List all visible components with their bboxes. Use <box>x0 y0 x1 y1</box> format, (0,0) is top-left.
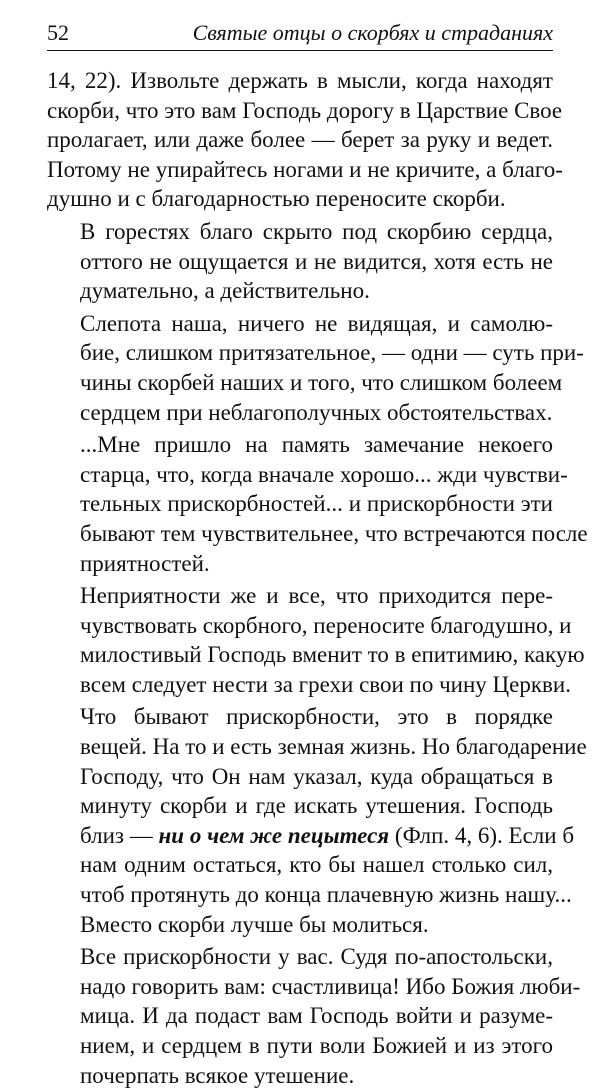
text-line: 14, 22). Извольте держать в мысли, когда находят <box>47 68 553 93</box>
text-line: бие, слишком притязательное, — одни — суть при- <box>80 340 584 366</box>
text-line: Потому не упирайтесь ногами и не кричите, а благо- <box>47 156 563 182</box>
text-line: Вместо скорби лучше бы молиться. <box>80 911 429 937</box>
text-line: Что бывают прискорбности, это в порядке <box>80 704 553 730</box>
running-title: Святые отцы о скорбях и страданиях <box>192 20 553 45</box>
text-line: В горестях благо скрыто под скорбию сердца, <box>80 218 553 244</box>
paragraph-2 <box>47 217 553 306</box>
text-line: бывают тем чувствительнее, что встречаются после <box>80 520 588 546</box>
text-line: оттого не ощущается и не видится, хотя есть не <box>80 248 553 274</box>
text-line: Слепота наша, ничего не видящая, и самолю- <box>80 310 553 336</box>
text-line: тельных прискорбностей... и прискорбности эти <box>80 491 553 517</box>
paragraph-3 <box>47 309 584 427</box>
text-line: Господу, что Он нам указал, куда обращаться в <box>80 763 553 789</box>
text-line: минуту скорби и где искать утешения. Господь <box>80 793 553 819</box>
text-line: думательно, а действительно. <box>80 278 370 304</box>
text-line: всем следует нести за грехи свои по чину Церкви. <box>80 671 571 697</box>
text-line: чины скорбей наших и того, что слишком болеем <box>80 369 563 395</box>
text-line: вещей. На то и есть земная жизнь. Но благодарение <box>80 734 587 760</box>
scripture-quote: ни о чем же пецытеся <box>158 822 390 848</box>
text-line: сердцем при неблагополучных обстоятельствах. <box>80 399 553 425</box>
paragraph-1 <box>47 66 563 214</box>
header-rule <box>47 50 553 51</box>
quote-lead: близ — <box>80 822 159 848</box>
text-line: приятностей. <box>80 550 210 576</box>
text-line: надо говорить вам: счастливица! Ибо Божия люби- <box>80 973 581 999</box>
text-line: ...Мне пришло на память замечание некоего <box>80 432 553 458</box>
text-line-with-quote <box>47 821 575 851</box>
text-line: Все прискорбности у вас. Судя по-апостольски, <box>80 944 553 970</box>
text-line: нием, и сердцем в пути воли Божией и из этого <box>80 1033 553 1058</box>
text-line: душно и с благодарностью переносите скорби. <box>47 186 506 212</box>
text-line: чувствовать скорбного, переносите благодушно, и <box>80 612 572 638</box>
paragraph-4 <box>47 430 588 578</box>
page-number: 52 <box>47 20 69 45</box>
text-line: скорби, что это вам Господь дорогу в Царствие Свое <box>47 97 563 123</box>
text-line: старца, что, когда вначале хорошо... жди чувстви- <box>80 461 568 487</box>
paragraph-6 <box>47 702 587 939</box>
text-line: почерпать всякое утешение. <box>80 1062 355 1088</box>
text-line: пролагает, или даже более — берет за руку и ведет. <box>47 127 553 153</box>
quote-citation: (Флп. 4, 6). Если б <box>389 822 575 848</box>
text-line: нам одним остаться, кто бы нашел столько сил, <box>80 852 553 878</box>
paragraph-7 <box>47 942 581 1090</box>
paragraph-5 <box>47 581 585 699</box>
page-body <box>47 66 588 1090</box>
page-header <box>47 18 553 48</box>
text-line: чтоб протянуть до конца плачевную жизнь нашу... <box>80 882 572 908</box>
text-line: Неприятности же и все, что приходится пере- <box>80 583 553 609</box>
text-line: мица. И да подаст вам Господь войти и разуме- <box>80 1003 553 1029</box>
text-line: милостивый Господь вменит то в епитимию, какую <box>80 642 585 668</box>
